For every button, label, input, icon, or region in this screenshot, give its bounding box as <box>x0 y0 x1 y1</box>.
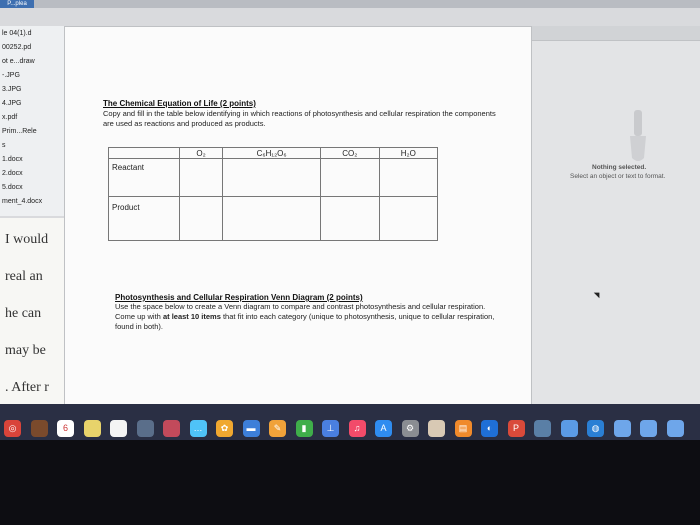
section2-text-a: Use the space below to create a Venn diagram to compare and contrast photosynthesis and cellular respiration. Come up with <box>115 302 486 321</box>
file-list-item[interactable]: x.pdf <box>2 114 18 121</box>
file-list-item[interactable]: 4.JPG <box>2 100 22 107</box>
table-header-cell[interactable]: C₆H₁₂O₆ <box>223 148 321 159</box>
table-cell[interactable] <box>379 197 437 241</box>
folder1-icon[interactable] <box>614 420 631 437</box>
globe-icon[interactable]: ◍ <box>587 420 604 437</box>
file-list-item[interactable]: ment_4.docx <box>2 198 43 205</box>
table-header-cell[interactable] <box>109 148 180 159</box>
inspector-message: Nothing selected. <box>592 164 647 171</box>
keynote-icon[interactable]: ▬ <box>243 420 260 437</box>
preview-icon[interactable] <box>534 420 551 437</box>
background-text-line: may be <box>5 343 46 358</box>
settings-icon[interactable]: ⚙ <box>402 420 419 437</box>
folder2-icon[interactable] <box>640 420 657 437</box>
pdf-icon[interactable]: P <box>508 420 525 437</box>
table-cell[interactable] <box>180 159 223 197</box>
equation-table[interactable] <box>108 147 438 241</box>
format-inspector <box>532 26 700 412</box>
music-icon[interactable]: ♫ <box>349 420 366 437</box>
photos-flower-icon[interactable]: ✿ <box>216 420 233 437</box>
numbers-icon[interactable]: ▮ <box>296 420 313 437</box>
messages-icon[interactable]: … <box>190 420 207 437</box>
top-bar <box>0 0 700 8</box>
file-list-item[interactable]: s <box>2 142 6 149</box>
table-cell[interactable] <box>321 197 379 241</box>
launchpad-icon[interactable] <box>31 420 48 437</box>
file-list-item[interactable]: ot e...draw <box>2 58 35 65</box>
table-header-cell[interactable]: CO₂ <box>321 148 379 159</box>
section2-text-bold: at least 10 items <box>162 312 221 321</box>
table-row-label[interactable]: Reactant <box>109 159 180 197</box>
notes-icon[interactable] <box>84 420 101 437</box>
safari-icon[interactable]: ◐ <box>481 420 498 437</box>
section2-title: Photosynthesis and Cellular Respiration Venn Diagram (2 points) <box>115 293 363 302</box>
photo-icon[interactable] <box>428 420 445 437</box>
section1-title: The Chemical Equation of Life (2 points) <box>103 99 256 108</box>
table-cell[interactable] <box>379 159 437 197</box>
calendar-icon[interactable]: 6 <box>57 420 74 437</box>
file-list-item[interactable]: 5.docx <box>2 184 23 191</box>
file-list-item[interactable]: 1.docx <box>2 156 23 163</box>
background-text-line: I would <box>5 232 49 247</box>
folder3-icon[interactable] <box>667 420 684 437</box>
table-cell[interactable] <box>223 159 321 197</box>
keynote2-icon[interactable]: ⊥ <box>322 420 339 437</box>
appstore-icon[interactable]: A <box>375 420 392 437</box>
document-page[interactable] <box>64 26 532 416</box>
paintbrush-icon <box>620 106 656 166</box>
table-row-label[interactable]: Product <box>109 197 180 241</box>
file-list <box>0 26 66 216</box>
table-cell[interactable] <box>180 197 223 241</box>
file-list-item[interactable]: 00252.pd <box>2 44 32 51</box>
inspector-hint: Select an object or text to format. <box>570 173 666 180</box>
chrome-icon[interactable]: ◎ <box>4 420 21 437</box>
file-list-item[interactable]: Prim...Rele <box>2 128 37 135</box>
finder-folder-icon[interactable] <box>561 420 578 437</box>
file-list-item[interactable]: le 04(1).d <box>2 30 32 37</box>
file-list-item[interactable]: 3.JPG <box>2 86 22 93</box>
file-list-item[interactable]: -.JPG <box>2 72 20 79</box>
background-document <box>0 218 64 406</box>
pages-icon[interactable]: ✎ <box>269 420 286 437</box>
inspector-header <box>532 26 700 41</box>
section2-text-b: that fit into each category (unique to photosynthesis, unique to cellular respiration, found in both). <box>115 312 495 331</box>
section2-text <box>115 302 495 332</box>
table-cell[interactable] <box>321 159 379 197</box>
top-tab[interactable]: P...plea <box>0 0 34 8</box>
file-list-item[interactable]: 2.docx <box>2 170 23 177</box>
photos-booth-icon[interactable] <box>137 420 154 437</box>
table-cell[interactable] <box>223 197 321 241</box>
table-header-cell[interactable]: O₂ <box>180 148 223 159</box>
books-icon[interactable]: ▤ <box>455 420 472 437</box>
background-text-line: he can <box>5 306 42 321</box>
section1-text: Copy and fill in the table below identifying in which reactions of photosynthesis and cellular respiration the components are used as reactions and produced as products. <box>103 109 496 128</box>
table-header-cell[interactable]: H₂O <box>379 148 437 159</box>
background-text-line: . After r <box>5 380 49 395</box>
photos-icon[interactable] <box>163 420 180 437</box>
reminders-icon[interactable] <box>110 420 127 437</box>
background-text-line: real an <box>5 269 43 284</box>
